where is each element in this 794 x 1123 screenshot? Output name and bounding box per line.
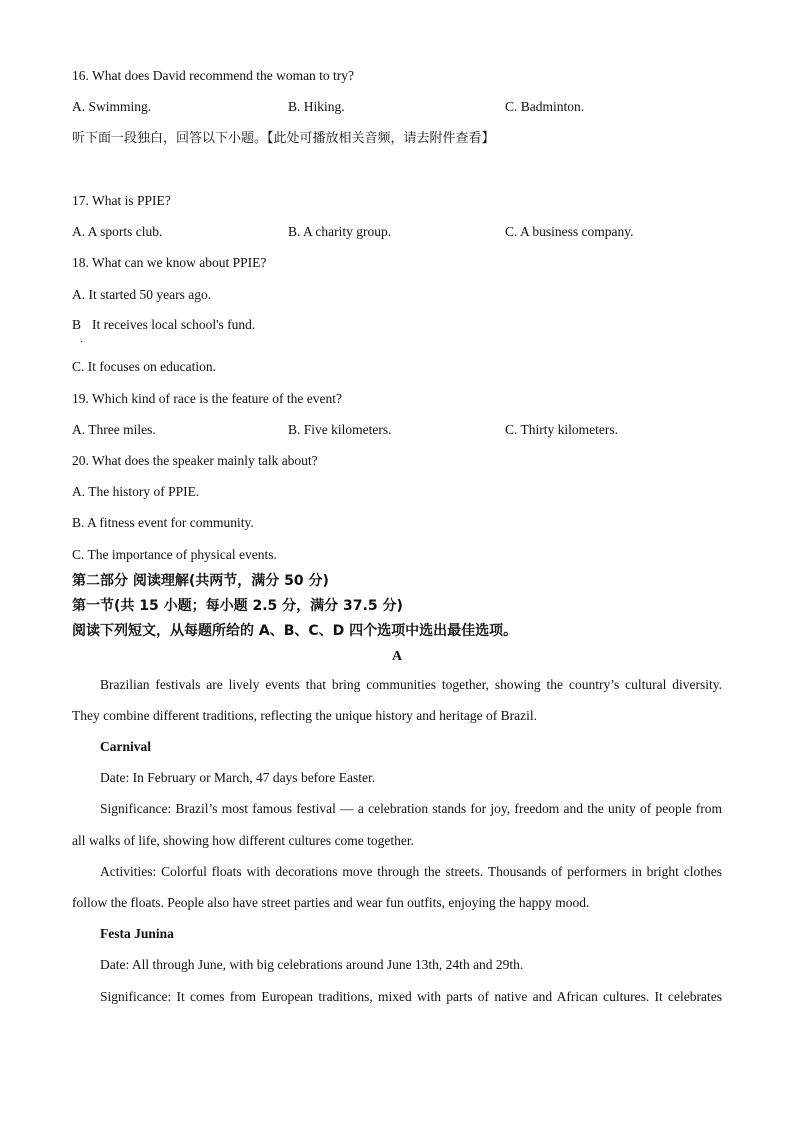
carnival-date: Date: In February or March, 47 days before Easter. [100,770,376,785]
q19-option-a: A. Three miles. [72,422,156,437]
question-20-stem: 20. What does the speaker mainly talk about? [72,453,318,468]
q17-option-a: A. A sports club. [72,224,163,239]
question-16-stem: 16. What does David recommend the woman to try? [72,68,355,83]
question-17-stem: 17. What is PPIE? [72,193,171,208]
section-1-heading: 第一节(共 15 小题；每小题 2.5 分，满分 37.5 分) [72,598,403,614]
q18-option-b-text: It receives local school's fund. [92,317,256,332]
stray-dot: · [80,337,84,348]
festa-junina-title: Festa Junina [100,926,174,941]
q18-option-b-letter: B [72,317,82,332]
passage-label: A [391,649,403,664]
q19-option-c: C. Thirty kilometers. [505,422,618,437]
q16-option-a: A. Swimming. [72,99,152,114]
festa-junina-date: Date: All through June, with big celebrations around June 13th, 24th and 29th. [100,957,524,972]
part-2-heading: 第二部分 阅读理解(共两节，满分 50 分) [72,573,329,589]
q18-option-a: A. It started 50 years ago. [72,287,212,302]
q17-option-b: B. A charity group. [288,224,392,239]
passage-intro-line-2: They combine different traditions, reflecting the unique history and heritage of Brazil. [72,708,537,723]
q18-option-c: C. It focuses on education. [72,359,216,374]
question-18-stem: 18. What can we know about PPIE? [72,255,267,270]
carnival-significance-line-1: Significance: Brazil’s most famous festival — a celebration stands for joy, freedom and the unity of people from [100,801,722,816]
q20-option-a: A. The history of PPIE. [72,484,200,499]
q16-option-b: B. Hiking. [288,99,345,114]
passage-intro-line-1: Brazilian festivals are lively events that bring communities together, showing the country’s cultural diversity. [100,677,722,692]
festa-junina-significance-line-1: Significance: It comes from European traditions, mixed with parts of native and African cultures. It celebrates [100,989,722,1004]
carnival-activities-line-2: follow the floats. People also have street parties and wear fun outfits, enjoying the happy mood. [72,895,590,910]
q16-option-c: C. Badminton. [505,99,585,114]
q20-option-b: B. A fitness event for community. [72,515,254,530]
question-19-stem: 19. Which kind of race is the feature of the event? [72,391,343,406]
q20-option-c: C. The importance of physical events. [72,547,277,562]
carnival-significance-line-2: all walks of life, showing how different cultures come together. [72,833,415,848]
carnival-title: Carnival [100,739,152,754]
carnival-activities-line-1: Activities: Colorful floats with decorations move through the streets. Thousands of performers in bright clothes [100,864,722,879]
monologue-instruction: 听下面一段独白，回答以下小题。【此处可播放相关音频，请去附件查看】 [72,131,495,146]
q19-option-b: B. Five kilometers. [288,422,392,437]
reading-instruction: 阅读下列短文，从每题所给的 A、B、C、D 四个选项中选出最佳选项。 [72,623,518,639]
q17-option-c: C. A business company. [505,224,634,239]
